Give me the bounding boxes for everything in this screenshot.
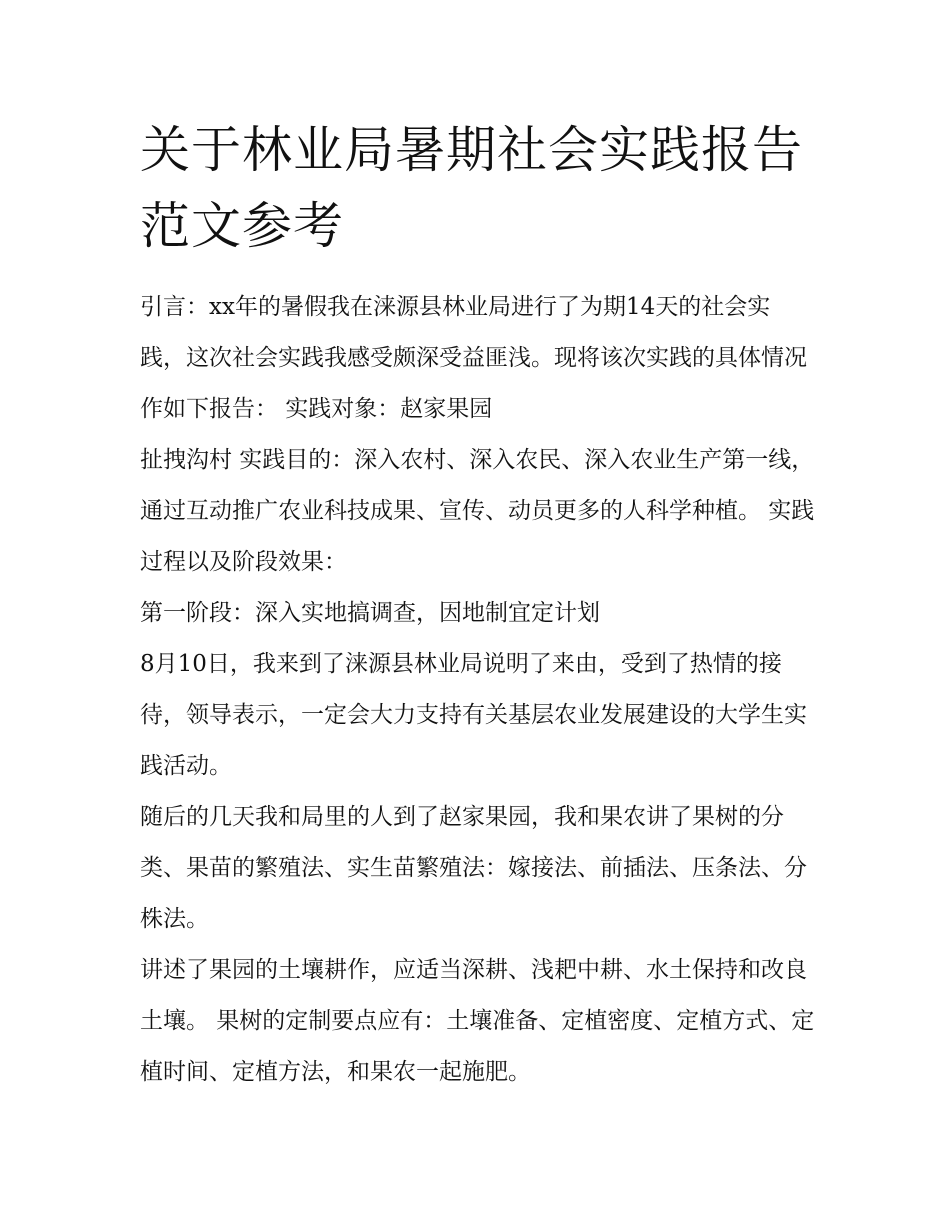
- paragraph-august-10: 8月10日，我来到了涞源县林业局说明了来由，受到了热情的接待，领导表示，一定会大力支持有关基层农业发展建设的大学生实践活动。: [140, 651, 807, 779]
- paragraph-fruit-tree-classification: 随后的几天我和局里的人到了赵家果园，我和果农讲了果树的分类、果苗的繁殖法、实生苗繁殖法：嫁接法、前插法、压条法、分株法。: [140, 804, 807, 932]
- paragraph-introduction: 引言：xx年的暑假我在涞源县林业局进行了为期14天的社会实践，这次社会实践我感受颇深受益匪浅。现将该次实践的具体情况作如下报告： 实践对象：赵家果园: [140, 294, 807, 422]
- document-title: 关于林业局暑期社会实践报告范文参考: [140, 121, 803, 255]
- document-body: [140, 112, 815, 1098]
- paragraph-practice-purpose: 扯拽沟村 实践目的：深入农村、深入农民、深入农业生产第一线，通过互动推广农业科技成果、宣传、动员更多的人科学种植。 实践过程以及阶段效果：: [140, 447, 815, 575]
- paragraph-stage-one-heading: 第一阶段：深入实地搞调查，因地制宜定计划: [140, 600, 600, 626]
- paragraph-soil-cultivation: 讲述了果园的土壤耕作，应适当深耕、浅耙中耕、水土保持和改良土壤。 果树的定制要点应有：土壤准备、定植密度、定植方式、定植时间、定植方法，和果农一起施肥。: [140, 957, 815, 1085]
